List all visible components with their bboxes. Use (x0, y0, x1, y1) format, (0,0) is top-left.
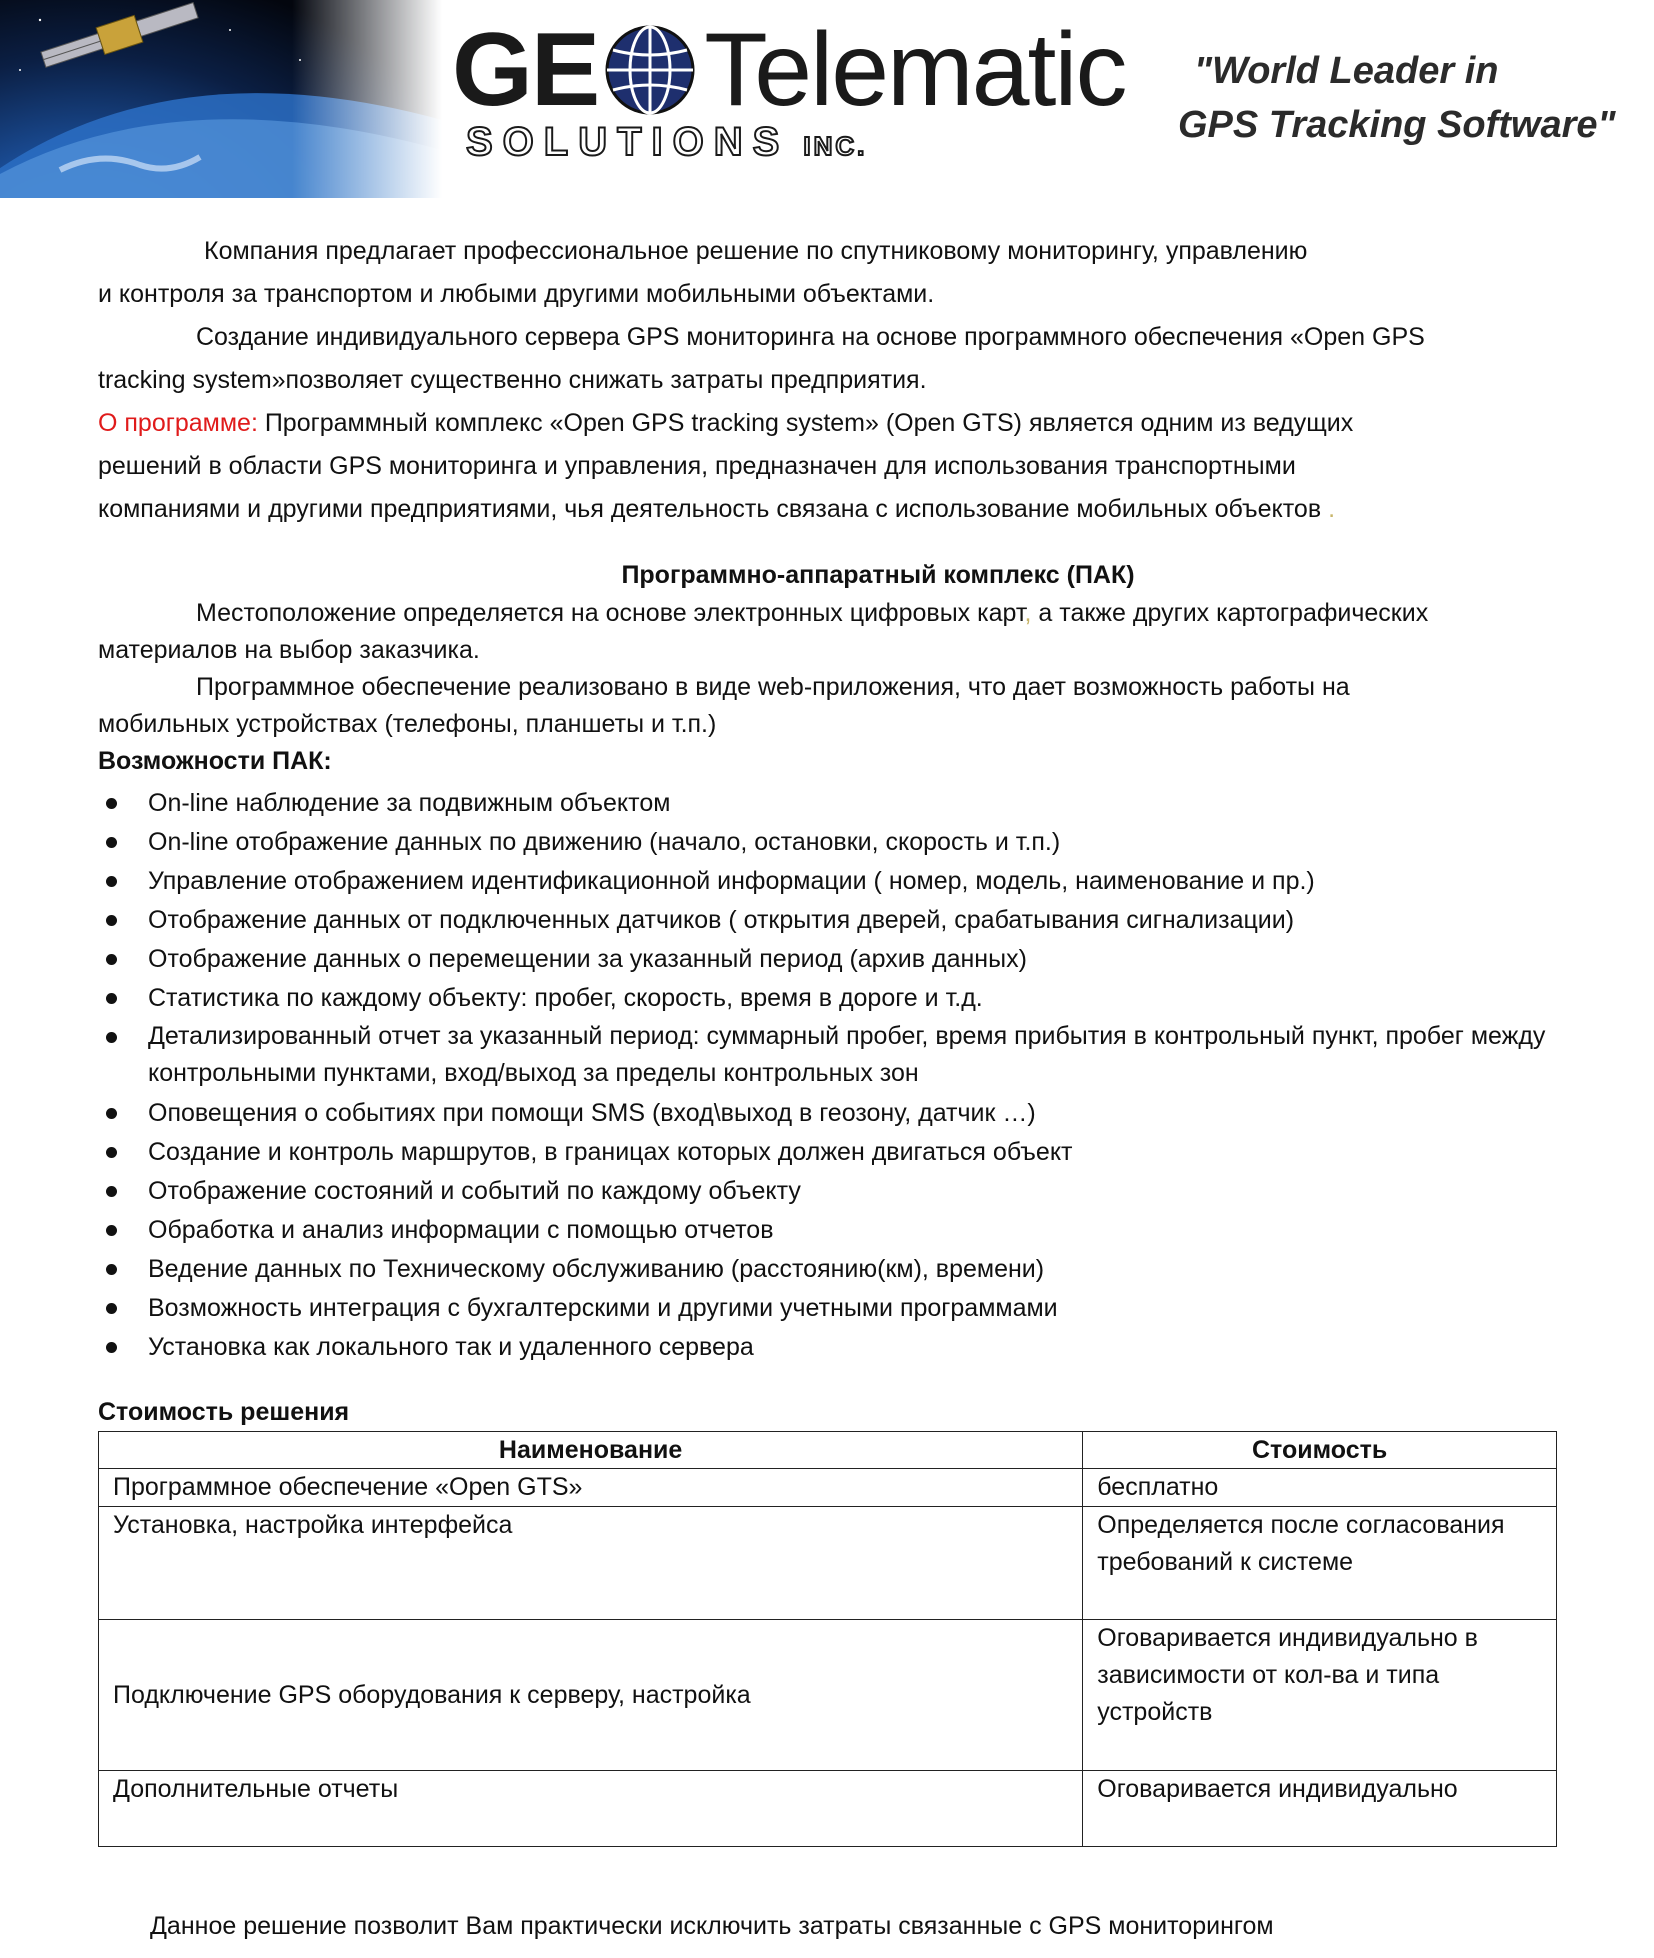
cost-title: Стоимость решения (98, 1398, 350, 1426)
feature-text: Обработка и анализ информации с помощью отчетов (148, 1216, 774, 1244)
bullet-icon (106, 1186, 117, 1197)
list-item (98, 940, 1598, 979)
logo-inc-text: INC. (803, 131, 868, 161)
list-item (98, 1172, 1598, 1211)
slogan-line-1: "World Leader in (1194, 50, 1499, 92)
column-header-name: Наименование (99, 1432, 1083, 1469)
list-item (98, 1133, 1598, 1172)
pak-p1-line2: материалов на выбор заказчика. (98, 636, 480, 664)
about-label: О программе: (98, 409, 258, 437)
bullet-icon (106, 1342, 117, 1353)
pak-p1-line1 (98, 595, 1598, 632)
feature-text: On-line отображение данных по движению (начало, остановки, скорость и т.п.) (148, 828, 1061, 856)
cell-name: Дополнительные отчеты (99, 1771, 1083, 1847)
features-title: Возможности ПАК: (98, 747, 332, 775)
bullet-icon (106, 876, 117, 887)
feature-text: Создание и контроль маршрутов, в границах которых должен двигаться объект (148, 1138, 1073, 1166)
column-header-cost: Стоимость (1083, 1432, 1557, 1469)
intro-p2-line2: tracking system»позволяет существенно снижать затраты предприятия. (98, 366, 927, 394)
cell-name: Подключение GPS оборудования к серверу, настройка (99, 1620, 1083, 1771)
bullet-icon (106, 1225, 117, 1236)
bullet-icon (106, 1303, 117, 1314)
about-line2: решений в области GPS мониторинга и управления, предназначен для использования транспортными (98, 452, 1296, 480)
feature-text: Статистика по каждому объекту: пробег, скорость, время в дороге и т.д. (148, 984, 983, 1012)
pak-title: Программно-аппаратный комплекс (ПАК) (621, 561, 1135, 589)
table-row (99, 1507, 1557, 1620)
company-logo (452, 12, 1126, 164)
header (0, 0, 1654, 198)
bullet-icon (106, 1108, 117, 1119)
feature-text: Ведение данных по Техническому обслуживанию (расстоянию(км), времени) (148, 1255, 1045, 1283)
list-item (98, 1094, 1598, 1133)
cell-cost: Оговаривается индивидуально в зависимости от кол-ва и типа устройств (1083, 1620, 1557, 1771)
table-row (99, 1469, 1557, 1507)
bullet-icon (106, 1264, 117, 1275)
feature-text: Управление отображением идентификационной информации ( номер, модель, наименование и пр.) (148, 867, 1315, 895)
cell-cost: Определяется после согласования требований к системе (1083, 1507, 1557, 1620)
logo-text-telematic: Telematic (704, 12, 1126, 128)
feature-text: Установка как локального так и удаленного сервера (148, 1333, 754, 1361)
features-list (98, 784, 1598, 1367)
globe-icon (604, 24, 696, 116)
list-item (98, 1211, 1598, 1250)
list-item (98, 979, 1598, 1018)
about-text-3: компаниями и другими предприятиями, чья деятельность связана с использование мобильных объектов (98, 495, 1329, 523)
logo-text-geo: GE (452, 12, 599, 128)
about-text-1: Программный комплекс «Open GPS tracking system» (Open GTS) является одним из ведущих (257, 409, 1354, 437)
about-line1 (98, 402, 1598, 445)
intro-p1-line1: Компания предлагает профессиональное решение по спутниковому мониторингу, управлению (204, 237, 1308, 265)
list-item (98, 901, 1598, 940)
slogan (1178, 44, 1638, 152)
list-item (98, 1018, 1648, 1092)
table-header-row (99, 1432, 1557, 1469)
list-item (98, 1328, 1598, 1367)
about-line3 (98, 488, 1598, 531)
bullet-icon (106, 1032, 117, 1043)
main-content (98, 230, 1598, 1847)
bullet-icon (106, 915, 117, 926)
cost-table (98, 1431, 1557, 1847)
about-dot: . (1328, 495, 1336, 523)
feature-text: Возможность интеграция с бухгалтерскими и другими учетными программами (148, 1294, 1058, 1322)
bullet-icon (106, 954, 117, 965)
satellite-earth-image (0, 0, 442, 198)
logo-subtitle (466, 120, 867, 165)
logo-subtitle-text: SOLUTIONS (466, 120, 790, 164)
pak-p2-line2: мобильных устройствах (телефоны, планшеты и т.п.) (98, 710, 717, 738)
pak-p1-text-b: а также других картографических (1031, 599, 1429, 627)
slogan-line-2: GPS Tracking Software" (1178, 104, 1616, 146)
list-item (98, 823, 1598, 862)
footer-text: Данное решение позволит Вам практически исключить затраты связанные с GPS мониторингом (150, 1912, 1274, 1940)
feature-text: On-line наблюдение за подвижным объектом (148, 789, 671, 817)
list-item (98, 862, 1598, 901)
feature-text: Отображение данных от подключенных датчиков ( открытия дверей, срабатывания сигнализации) (148, 906, 1295, 934)
logo-title (452, 12, 1126, 128)
bullet-icon (106, 798, 117, 809)
feature-text: Оповещения о событиях при помощи SMS (вход\выход в геозону, датчик …) (148, 1099, 1036, 1127)
feature-text: Отображение данных о перемещении за указанный период (архив данных) (148, 945, 1027, 973)
bullet-icon (106, 993, 117, 1004)
bullet-icon (106, 837, 117, 848)
pak-p1-text-a: Местоположение определяется на основе электронных цифровых карт (196, 599, 1025, 627)
feature-text: Детализированный отчет за указанный период: суммарный пробег, время прибытия в контрольный пункт, пробег между контрольными пунктами, вход/выход за пределы контрольных зон (148, 1022, 1546, 1087)
cell-cost: Оговаривается индивидуально (1083, 1771, 1557, 1847)
intro-p1-line2: и контроля за транспортом и любыми другими мобильными объектами. (98, 280, 935, 308)
list-item (98, 784, 1598, 823)
intro-p2-line1: Создание индивидуального сервера GPS мониторинга на основе программного обеспечения «Open GPS (196, 323, 1425, 351)
table-row (99, 1771, 1557, 1847)
feature-text: Отображение состояний и событий по каждому объекту (148, 1177, 801, 1205)
bullet-icon (106, 1147, 117, 1158)
cell-cost: бесплатно (1083, 1469, 1557, 1507)
list-item (98, 1250, 1598, 1289)
pak-p2-line1: Программное обеспечение реализовано в виде web-приложения, что дает возможность работы на (196, 673, 1350, 701)
cell-name: Программное обеспечение «Open GTS» (99, 1469, 1083, 1507)
list-item (98, 1289, 1598, 1328)
pak-p1-comma: , (1024, 599, 1032, 627)
table-row (99, 1620, 1557, 1771)
cell-name: Установка, настройка интерфейса (99, 1507, 1083, 1620)
